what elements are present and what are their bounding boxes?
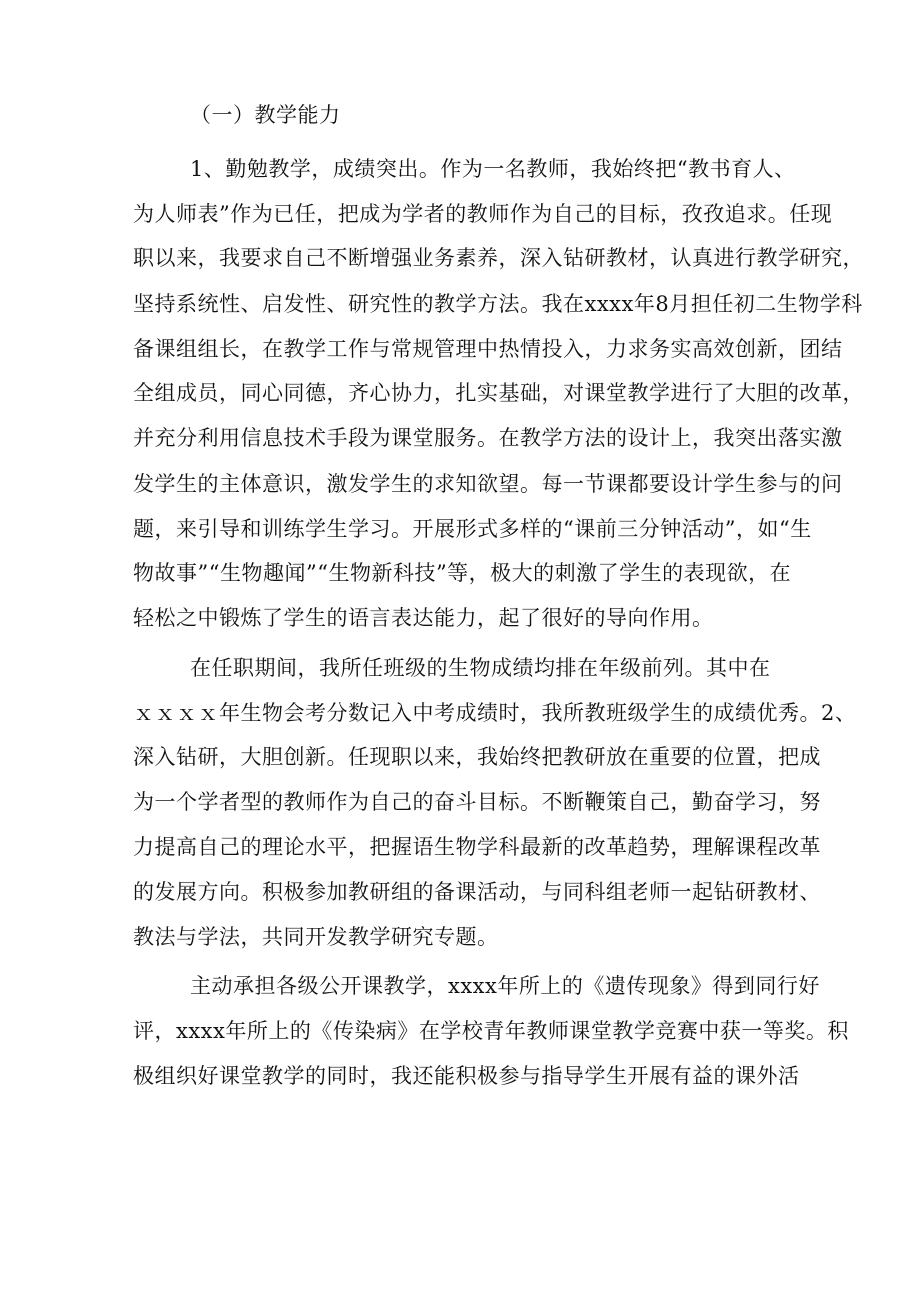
text-line: 为人师表”作为已任，把成为学者的教师作为自己的目标，孜孜追求。任现 xyxy=(133,202,833,226)
text-line: 主动承担各级公开课教学，xxxx年所上的《遗传现象》得到同行好 xyxy=(190,974,820,998)
text-line: 1、勤勉教学，成绩突出。作为一名教师，我始终把“教书育人、 xyxy=(190,157,796,181)
text-line: 全组成员，同心同德，齐心协力，扎实基础，对课堂教学进行了大胆的改革， xyxy=(133,381,864,405)
section-heading: （一）教学能力 xyxy=(190,103,341,127)
text-line: 力提高自己的理论水平，把握语生物学科最新的改革趋势，理解课程改革 xyxy=(133,835,821,859)
text-line: 在任职期间，我所任班级的生物成绩均排在年级前列。其中在 xyxy=(190,656,771,680)
text-line: 并充分利用信息技术手段为课堂服务。在教学方法的设计上，我突出落实激 xyxy=(133,426,843,450)
text-line: 轻松之中锻炼了学生的语言表达能力，起了很好的导向作用。 xyxy=(133,606,714,630)
text-line: 坚持系统性、启发性、研究性的教学方法。我在xxxx年8月担任初二生物学科 xyxy=(133,292,863,316)
text-line: 发学生的主体意识，激发学生的求知欲望。每一节课都要设计学生参与的问 xyxy=(133,472,843,496)
text-line: 评，xxxx年所上的《传染病》在学校青年教师课堂教学竞赛中获一等奖。积 xyxy=(133,1019,849,1043)
text-line: 职以来，我要求自己不断增强业务素养，深入钻研教材，认真进行教学研究， xyxy=(133,246,864,270)
text-line: 题，来引导和训练学生学习。开展形式多样的“课前三分钟活动”，如“生 xyxy=(133,517,812,541)
text-line: 物故事”“生物趣闻”“生物新科技”等，极大的刺激了学生的表现欲，在 xyxy=(133,561,792,585)
text-line: 深入钻研，大胆创新。任现职以来，我始终把教研放在重要的位置，把成 xyxy=(133,745,821,769)
text-line: 教法与学法，共同开发教学研究专题。 xyxy=(133,925,499,949)
text-line: 极组织好课堂教学的同时，我还能积极参与指导学生开展有益的课外活 xyxy=(133,1064,800,1088)
text-line: ｘｘｘｘ年生物会考分数记入中考成绩时，我所教班级学生的成绩优秀。2、 xyxy=(133,701,857,725)
text-line: 为一个学者型的教师作为自己的奋斗目标。不断鞭策自己，勤奋学习，努 xyxy=(133,790,821,814)
text-line: 的发展方向。积极参加教研组的备课活动，与同科组老师一起钻研教材、 xyxy=(133,880,821,904)
text-line: 备课组组长，在教学工作与常规管理中热情投入，力求务实高效创新，团结 xyxy=(133,337,843,361)
